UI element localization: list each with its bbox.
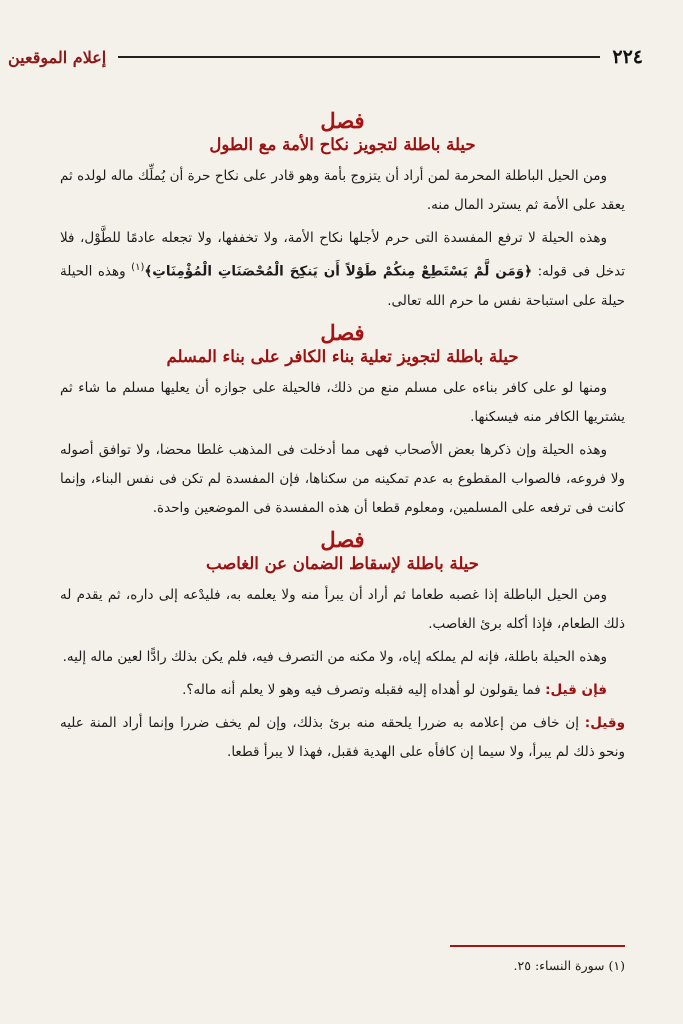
quran-verse: ﴿وَمَن لَّمْ يَسْتَطِعْ مِنكُمْ طَوْلاً أَن يَنكِحَ الْمُحْصَنَاتِ الْمُؤْمِنَاتِ﴾: [144, 263, 533, 280]
qa-question: [60, 676, 625, 705]
section-title: حيلة باطلة لتجويز تعلية بناء الكافر على بناء المسلم: [166, 346, 519, 366]
paragraph-text: وهذه الحيلة لا ترفع المفسدة التى حرم لأجلها نكاح الأمة، ولا تخففها، ولا تجعله عادمًا للطَّوْل، فلا تدخل فى قوله:: [60, 230, 626, 280]
paragraph: ومن الحيل الباطلة إذا غصبه طعاما ثم أراد أن يبرأ منه ولا يعلمه به، فليدْعه إلى داره، ثم يقدم له ذلك الطعام، فإذا أكله برئ الغاصب.: [60, 586, 625, 632]
header-rule: [118, 56, 600, 58]
section-3: [60, 527, 625, 767]
paragraph: ومنها لو على كافر بناءه على مسلم منع من ذلك، فالحيلة على جوازه أن يعليها مسلم ما شاء ثم يشتريها الكافر منه فيسكنها.: [60, 379, 625, 425]
paragraph: وهذه الحيلة باطلة، فإنه لم يملكه إياه، ولا مكنه من التصرف فيه، فلم يكن بذلك رادًّا لعين ماله إليه.: [62, 648, 607, 665]
footnote-rule: [450, 945, 625, 947]
page-number: ٢٢٤: [612, 46, 643, 68]
footnote-marker: (١): [131, 262, 145, 273]
footnote: (١) سورة النساء: ٢٥.: [513, 958, 625, 973]
qa-text: إن خاف من إعلامه به ضررا يلحقه منه برئ بذلك، وإن لم يخف ضررا وإنما أراد المنة عليه ونحو ذلك لم يبرأ، ولا سيما إن كافأه على الهدية فقبل، فهذا لا يبرأ قطعا.: [60, 714, 625, 760]
paragraph-with-quran: [60, 224, 625, 316]
paragraph-text: وهذه الحيلة حيلة على استباحة نفس ما حرم الله تعالى.: [60, 263, 625, 309]
page-header: [8, 40, 643, 74]
qa-text: فما يقولون لو أهداه إليه فقبله وتصرف فيه وهو لا يعلم أنه ماله؟.: [182, 681, 541, 698]
qa-answer: [60, 709, 625, 767]
section-title: حيلة باطلة لإسقاط الضمان عن الغاصب: [206, 553, 479, 573]
qa-label: فإن قيل:: [545, 681, 607, 698]
qa-label: وقيل:: [584, 714, 625, 731]
running-title: إعلام الموقعين: [8, 47, 107, 67]
section-word: فصل: [320, 108, 365, 133]
paragraph: وهذه الحيلة وإن ذكرها بعض الأصحاب فهى مما أدخلت فى المذهب غلطا محضا، ولا توافق أصوله ولا فروعه، فالصواب المقطوع به عدم تمكينه من سكناها، فإن المفسدة لم تكن فى نفس البناء، وإنما كانت فى ترفعه على المسلمين، ومعلوم قطعا أن هذه المفسدة فى الموضعين واحدة.: [60, 441, 625, 516]
section-word: فصل: [320, 319, 365, 345]
section-2: [60, 320, 625, 523]
section-1: [60, 108, 625, 316]
page-content: [60, 104, 625, 771]
paragraph: ومن الحيل الباطلة المحرمة لمن أراد أن يتزوج بأمة وهو قادر على نكاح حرة أن يُملِّك ماله لولده ثم يعقد على الأمة ثم يسترد المال منه.: [60, 168, 625, 213]
section-title: حيلة باطلة لتجويز نكاح الأمة مع الطول: [209, 135, 476, 154]
section-word: فصل: [320, 526, 365, 552]
